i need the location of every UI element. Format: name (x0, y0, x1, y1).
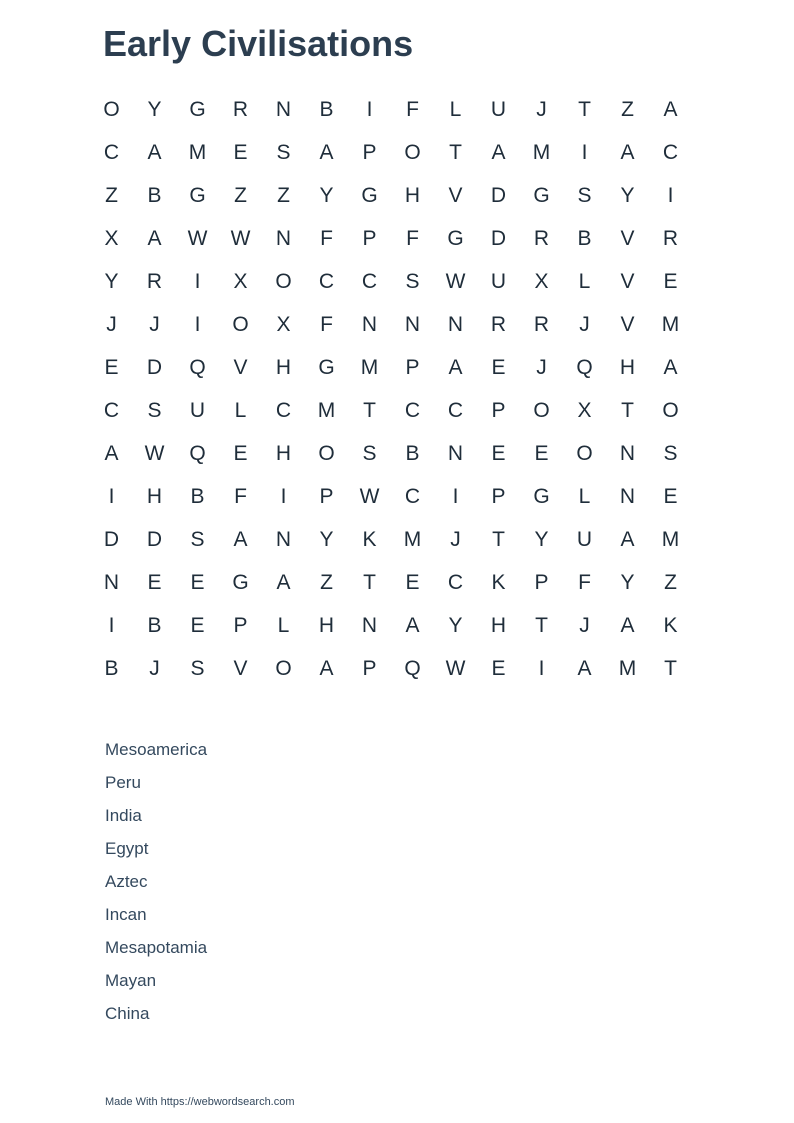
grid-letter: S (405, 269, 420, 293)
grid-letter: M (360, 355, 379, 379)
grid-letter: F (320, 312, 333, 336)
grid-letter: V (620, 312, 635, 336)
grid-letter: E (663, 484, 678, 508)
grid-letter: A (577, 656, 592, 680)
grid-letter: M (317, 398, 336, 422)
grid-letter: A (147, 140, 162, 164)
grid-letter: H (490, 613, 507, 637)
word-list-item: Mayan (105, 971, 157, 990)
grid-letter: H (275, 355, 292, 379)
grid-letter: A (620, 140, 635, 164)
grid-letter: N (275, 226, 292, 250)
grid-row (90, 260, 692, 303)
grid-letter: V (620, 269, 635, 293)
grid-letter: V (448, 183, 463, 207)
grid-letter: P (362, 140, 377, 164)
grid-letter: U (576, 527, 593, 551)
grid-letter: C (103, 140, 120, 164)
grid-letter: X (233, 269, 248, 293)
grid-letter: P (362, 656, 377, 680)
grid-letter: B (577, 226, 592, 250)
grid-letter: J (536, 97, 547, 121)
grid-letter: E (190, 570, 205, 594)
grid-letter: F (578, 570, 591, 594)
grid-letter: B (405, 441, 420, 465)
word-list-item: Mesapotamia (105, 938, 208, 957)
grid-letter: R (662, 226, 679, 250)
grid-letter: Z (277, 183, 290, 207)
grid-letter: C (275, 398, 292, 422)
grid-letter: M (188, 140, 207, 164)
grid-letter: H (404, 183, 421, 207)
grid-letter: B (147, 183, 162, 207)
grid-letter: Q (189, 355, 206, 379)
grid-letter: R (232, 97, 249, 121)
grid-letter: L (234, 398, 247, 422)
grid-letter: N (404, 312, 421, 336)
grid-letter: E (663, 269, 678, 293)
grid-letter: N (361, 312, 378, 336)
grid-letter: F (320, 226, 333, 250)
grid-letter: Y (319, 183, 334, 207)
grid-letter: E (233, 441, 248, 465)
grid-letter: L (449, 97, 462, 121)
grid-row (90, 88, 692, 131)
grid-row (90, 518, 692, 561)
grid-letter: Z (621, 97, 634, 121)
grid-letter: I (538, 656, 545, 680)
grid-letter: E (233, 140, 248, 164)
grid-letter: S (362, 441, 377, 465)
grid-letter: T (449, 140, 462, 164)
grid-letter: P (362, 226, 377, 250)
grid-letter: C (318, 269, 335, 293)
grid-letter: Z (320, 570, 333, 594)
grid-letter: Y (534, 527, 549, 551)
grid-letter: P (405, 355, 420, 379)
grid-letter: U (490, 97, 507, 121)
grid-row (90, 131, 692, 174)
grid-letter: I (581, 140, 588, 164)
grid-letter: E (405, 570, 420, 594)
grid-row (90, 561, 692, 604)
grid-letter: J (450, 527, 461, 551)
grid-letter: G (189, 183, 206, 207)
grid-letter: J (149, 656, 160, 680)
grid-letter: K (491, 570, 506, 594)
grid-letter: C (404, 398, 421, 422)
grid-letter: I (667, 183, 674, 207)
grid-letter: U (490, 269, 507, 293)
grid-letter: M (618, 656, 637, 680)
grid-letter: R (533, 312, 550, 336)
grid-letter: R (490, 312, 507, 336)
grid-letter: E (491, 441, 506, 465)
grid-letter: C (103, 398, 120, 422)
grid-letter: E (104, 355, 119, 379)
grid-letter: I (452, 484, 459, 508)
grid-letter: F (234, 484, 247, 508)
grid-letter: T (578, 97, 591, 121)
footer-credit: Made With https://webwordsearch.com (105, 1096, 295, 1108)
word-list (105, 733, 207, 1030)
grid-letter: A (147, 226, 162, 250)
grid-letter: D (490, 183, 507, 207)
grid-letter: A (233, 527, 248, 551)
grid-letter: T (621, 398, 634, 422)
grid-row (90, 389, 692, 432)
grid-letter: O (318, 441, 335, 465)
grid-letter: T (363, 570, 376, 594)
grid-letter: W (187, 226, 208, 250)
grid-letter: T (664, 656, 677, 680)
grid-letter: Y (104, 269, 119, 293)
grid-letter: O (103, 97, 120, 121)
grid-letter: A (491, 140, 506, 164)
grid-letter: O (533, 398, 550, 422)
grid-letter: H (275, 441, 292, 465)
page-title: Early Civilisations (103, 23, 414, 64)
grid-letter: O (662, 398, 679, 422)
grid-letter: R (533, 226, 550, 250)
grid-letter: A (319, 140, 334, 164)
grid-letter: G (189, 97, 206, 121)
grid-letter: F (406, 226, 419, 250)
grid-letter: T (363, 398, 376, 422)
grid-row (90, 475, 692, 518)
grid-letter: Z (105, 183, 118, 207)
grid-letter: J (536, 355, 547, 379)
word-list-item: Peru (105, 773, 141, 792)
grid-letter: Q (576, 355, 593, 379)
grid-letter: S (147, 398, 162, 422)
grid-letter: V (233, 656, 248, 680)
grid-letter: H (619, 355, 636, 379)
word-list-item: Egypt (105, 839, 149, 858)
grid-letter: E (491, 355, 506, 379)
grid-letter: C (662, 140, 679, 164)
grid-letter: B (190, 484, 205, 508)
grid-letter: G (533, 183, 550, 207)
grid-row (90, 346, 692, 389)
grid-letter: M (661, 527, 680, 551)
grid-row (90, 432, 692, 475)
grid-letter: N (275, 97, 292, 121)
grid-row (90, 647, 692, 690)
grid-letter: B (147, 613, 162, 637)
grid-letter: T (492, 527, 505, 551)
grid-letter: J (149, 312, 160, 336)
grid-letter: E (147, 570, 162, 594)
grid-letter: N (275, 527, 292, 551)
grid-letter: N (447, 312, 464, 336)
grid-letter: Y (620, 570, 635, 594)
grid-letter: I (108, 484, 115, 508)
grid-letter: O (576, 441, 593, 465)
grid-letter: D (103, 527, 120, 551)
grid-letter: Q (404, 656, 421, 680)
word-list-item: Aztec (105, 872, 148, 891)
grid-letter: G (447, 226, 464, 250)
grid-letter: A (104, 441, 119, 465)
grid-letter: W (230, 226, 251, 250)
grid-letter: N (103, 570, 120, 594)
grid-letter: M (661, 312, 680, 336)
grid-letter: I (280, 484, 287, 508)
grid-letter: I (108, 613, 115, 637)
grid-letter: G (318, 355, 335, 379)
grid-letter: Y (448, 613, 463, 637)
grid-letter: N (619, 484, 636, 508)
grid-letter: N (361, 613, 378, 637)
grid-letter: T (535, 613, 548, 637)
grid-row (90, 604, 692, 647)
grid-letter: O (232, 312, 249, 336)
grid-letter: A (663, 355, 678, 379)
grid-letter: G (232, 570, 249, 594)
grid-letter: B (104, 656, 119, 680)
grid-letter: G (361, 183, 378, 207)
grid-letter: F (406, 97, 419, 121)
grid-letter: P (534, 570, 549, 594)
grid-letter: C (404, 484, 421, 508)
grid-row (90, 217, 692, 260)
grid-letter: S (276, 140, 291, 164)
word-list-item: Incan (105, 905, 147, 924)
grid-letter: J (106, 312, 117, 336)
grid-letter: G (533, 484, 550, 508)
grid-letter: I (194, 269, 201, 293)
grid-letter: A (319, 656, 334, 680)
grid-letter: Q (189, 441, 206, 465)
word-list-item: China (105, 1004, 150, 1023)
grid-letter: P (319, 484, 334, 508)
grid-letter: W (445, 656, 466, 680)
grid-letter: V (620, 226, 635, 250)
grid-letter: S (663, 441, 678, 465)
grid-letter: X (276, 312, 291, 336)
word-list-item: Mesoamerica (105, 740, 208, 759)
grid-letter: O (404, 140, 421, 164)
grid-letter: W (144, 441, 165, 465)
grid-letter: A (663, 97, 678, 121)
grid-letter: H (146, 484, 163, 508)
grid-letter: X (577, 398, 592, 422)
grid-letter: H (318, 613, 335, 637)
grid-letter: N (447, 441, 464, 465)
grid-letter: X (534, 269, 549, 293)
grid-letter: C (447, 398, 464, 422)
grid-letter: D (490, 226, 507, 250)
grid-letter: C (447, 570, 464, 594)
grid-letter: Y (620, 183, 635, 207)
grid-row (90, 303, 692, 346)
grid-row (90, 174, 692, 217)
grid-letter: K (362, 527, 377, 551)
grid-letter: Z (234, 183, 247, 207)
grid-letter: P (491, 398, 506, 422)
grid-letter: C (361, 269, 378, 293)
grid-letter: O (275, 269, 292, 293)
grid-letter: O (275, 656, 292, 680)
grid-letter: A (448, 355, 463, 379)
grid-letter: L (578, 269, 591, 293)
grid-letter: E (491, 656, 506, 680)
grid-letter: E (190, 613, 205, 637)
grid-letter: M (532, 140, 551, 164)
grid-letter: D (146, 527, 163, 551)
grid-letter: A (276, 570, 291, 594)
grid-letter: D (146, 355, 163, 379)
grid-letter: W (359, 484, 380, 508)
grid-letter: Y (147, 97, 162, 121)
grid-letter: V (233, 355, 248, 379)
word-list-item: India (105, 806, 142, 825)
grid-letter: J (579, 613, 590, 637)
grid-letter: L (277, 613, 290, 637)
grid-letter: K (663, 613, 678, 637)
grid-letter: S (190, 656, 205, 680)
grid-letter: I (366, 97, 373, 121)
grid-letter: P (491, 484, 506, 508)
grid-letter: J (579, 312, 590, 336)
grid-letter: A (620, 527, 635, 551)
grid-letter: Y (319, 527, 334, 551)
grid-letter: A (620, 613, 635, 637)
grid-letter: X (104, 226, 119, 250)
grid-letter: I (194, 312, 201, 336)
grid-letter: W (445, 269, 466, 293)
grid-letter: Z (664, 570, 677, 594)
grid-letter: A (405, 613, 420, 637)
grid-letter: P (233, 613, 248, 637)
letter-grid (90, 88, 692, 690)
grid-letter: L (578, 484, 591, 508)
grid-letter: M (403, 527, 422, 551)
grid-letter: S (190, 527, 205, 551)
grid-letter: N (619, 441, 636, 465)
grid-letter: S (577, 183, 592, 207)
grid-letter: E (534, 441, 549, 465)
grid-letter: R (146, 269, 163, 293)
grid-letter: B (319, 97, 334, 121)
grid-letter: U (189, 398, 206, 422)
